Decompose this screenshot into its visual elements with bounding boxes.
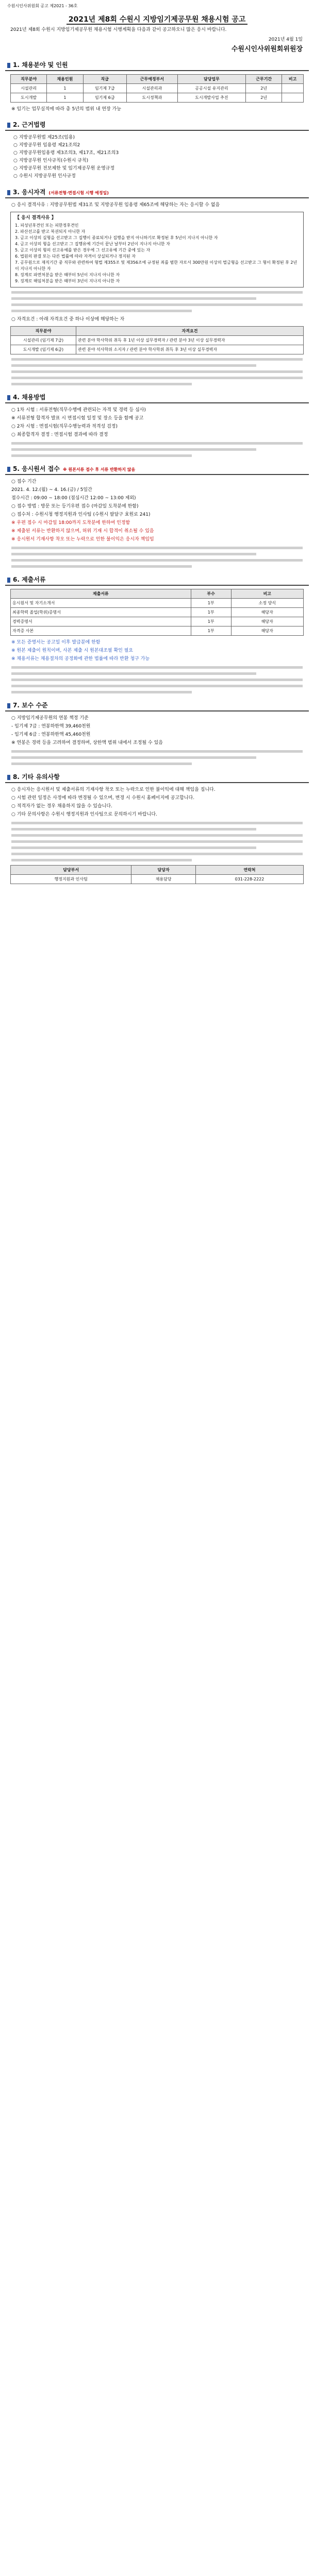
organization-name: 수원시인사위원회위원장 <box>231 45 303 53</box>
table-cell: 1부 <box>191 608 231 617</box>
table-cell: 경력증명서 <box>11 617 191 626</box>
table-header-cell: 직급 <box>83 75 126 84</box>
section-title-text: 6. 제출서류 <box>13 576 46 583</box>
table-cell: 최종학력 졸업(학위)증명서 <box>11 608 191 617</box>
list-item: 5. 금고 이상의 형의 선고유예를 받은 경우에 그 선고유예 기간 중에 있는 자 <box>15 248 151 252</box>
section-note: (서류전형·면접시험 시행 예정일) <box>48 191 109 195</box>
table-cell: 도시개발 (임기제 6급) <box>11 345 76 354</box>
table-row <box>11 617 304 626</box>
section-title-method <box>5 392 309 403</box>
table-cell: 채용담당 <box>131 875 196 884</box>
documents-table <box>10 589 304 636</box>
list-item: ○ 지방공무원임용령 제3조의3, 제17조, 제21조의3 <box>13 150 119 156</box>
disqualification-box <box>10 212 304 287</box>
law-list <box>13 134 301 180</box>
section-bar-icon <box>7 703 10 708</box>
list-item: ○ 지방공무원 전보제한 및 임기제공무원 운영규정 <box>13 166 115 171</box>
application-period-title: ○ 접수 기간 <box>11 479 37 484</box>
table-row <box>11 875 304 884</box>
salary-intro: ○ 지방임기제공무원의 연봉 책정 기준 <box>11 716 89 721</box>
box-title: 【 응시 결격사유 】 <box>15 215 56 221</box>
section-title-text: 7. 보수 수준 <box>13 702 48 709</box>
table-row <box>11 608 304 617</box>
text-block <box>11 750 303 765</box>
table-cell: 2년 <box>246 93 282 103</box>
table-cell: 공공시설 유지관리 <box>177 84 245 93</box>
method-stage2: ○ 2차 시험 : 면접시험(직무수행능력과 적격성 검정) <box>11 424 118 429</box>
method-final: ○ 최종합격자 결정 : 면접시험 결과에 따라 결정 <box>11 432 108 437</box>
section-bar-icon <box>7 190 10 195</box>
eligibility-intro: ○ 응시 결격사유 : 지방공무원법 제31조 및 지방공무원 임용령 제65조에 해당하는 자는 응시할 수 없음 <box>11 202 220 208</box>
table-header-cell: 직무분야 <box>11 75 47 84</box>
list-item: 3. 금고 이상의 실형을 선고받고 그 집행이 종료되거나 집행을 받지 아니하기로 확정된 후 5년이 지나지 아니한 자 <box>15 235 218 240</box>
intro-text: 2021년 제8회 수원시 지방임기제공무원 채용시험 시행계획을 다음과 같이 공고하오니 많은 응시 바랍니다. <box>10 27 227 32</box>
table-header-row <box>11 866 304 875</box>
list-item: 9. 징계로 해임처분을 받은 때부터 3년이 지나지 아니한 자 <box>15 279 120 283</box>
table-cell: 도시개발사업 추진 <box>177 93 245 103</box>
title-text: 2021년 제8회 수원시 지방임기제공무원 채용시험 공고 <box>67 15 248 25</box>
table-header-row <box>11 327 304 336</box>
table-cell: 1 <box>47 93 83 103</box>
other-note: ○ 적격자가 없는 경우 채용하지 않을 수 있습니다. <box>11 804 112 809</box>
text-block <box>11 442 303 457</box>
section-note: ※ 원본서류 접수 후 서류 반환하지 않음 <box>62 467 136 472</box>
table-cell: 031-228-2222 <box>195 875 303 884</box>
requirement-title: ○ 자격요건 : 아래 자격요건 중 하나 이상에 해당하는 자 <box>11 317 125 322</box>
table-cell: 임기제 6급 <box>83 93 126 103</box>
table-header-row <box>11 589 304 599</box>
section-title-documents <box>5 574 309 586</box>
section-title-text: 3. 응시자격 <box>13 189 46 196</box>
section-title-text: 2. 근거법령 <box>13 121 46 128</box>
section-title-recruitment <box>5 59 309 71</box>
table-cell: 관련 분야 석사학위 소지자 / 관련 분야 학사학위 취득 후 3년 이상 실무경력자 <box>76 345 304 354</box>
section-bar-icon <box>7 63 10 68</box>
table-header-cell: 담당업무 <box>177 75 245 84</box>
table-cell: 임기제 7급 <box>83 84 126 93</box>
table-header-cell: 부수 <box>191 589 231 599</box>
table-cell: 자격증 사본 <box>11 626 191 636</box>
table-header-cell: 연락처 <box>195 866 303 875</box>
table-cell: 시설관리과 <box>126 84 177 93</box>
notice-number: 수원시인사위원회 공고 제2021 - 36호 <box>7 4 78 8</box>
list-item: 4. 금고 이상의 형을 선고받고 그 집행유예 기간이 끝난 날부터 2년이 지나지 아니한 자 <box>15 242 170 246</box>
table-cell: 행정지원과 인사팀 <box>11 875 131 884</box>
table-cell <box>282 93 304 103</box>
table-cell: 1부 <box>191 599 231 608</box>
table-cell: 도시정책과 <box>126 93 177 103</box>
list-item: 8. 징계로 파면처분을 받은 때부터 5년이 지나지 아니한 자 <box>15 273 120 277</box>
table-cell: 도시개발 <box>11 93 47 103</box>
section-title-salary <box>5 700 309 711</box>
page-title <box>5 14 309 24</box>
text-block <box>11 547 303 568</box>
application-period: 2021. 4. 12.(월) ~ 4. 16.(금) / 5일간 <box>11 487 92 493</box>
table-cell: 1 <box>47 84 83 93</box>
table-cell: 2년 <box>246 84 282 93</box>
table-row <box>11 626 304 636</box>
list-item: 7. 공무원으로 재직기간 중 직무와 관련하여 형법 제355조 및 제356조에 규정된 죄를 범한 자로서 300만원 이상의 벌금형을 선고받고 그 형이 확정된 후 2년이 지나지 아니한 자 <box>15 260 298 271</box>
other-note: ○ 시험 관련 일정은 사정에 따라 변경될 수 있으며, 변경 시 수원시 홈페이지에 공고합니다. <box>11 795 195 801</box>
document-note: ※ 원본 제출이 원칙이며, 사본 제출 시 원본대조필 확인 필요 <box>11 648 134 653</box>
table-cell <box>282 84 304 93</box>
recruitment-table <box>10 74 304 103</box>
table-cell: 관련 분야 학사학위 취득 후 1년 이상 실무경력자 / 관련 분야 3년 이상 실무경력자 <box>76 336 304 345</box>
section-title-laws <box>5 119 309 131</box>
contact-table <box>10 865 304 884</box>
application-hours: 접수시간 : 09:00 ~ 18:00 (점심시간 12:00 ~ 13:00 제외) <box>11 496 136 501</box>
section-bar-icon <box>7 578 10 583</box>
table-header-cell: 근무기간 <box>246 75 282 84</box>
other-note: ○ 응시자는 응시원서 및 제출서류의 기재사항 착오 또는 누락으로 인한 불이익에 대해 책임을 집니다. <box>11 787 216 792</box>
method-stage1-detail: ※ 서류전형 합격자 발표 시 면접시험 일정 및 장소 등을 함께 공고 <box>11 416 144 421</box>
list-item: ○ 지방공무원 인사규칙(수원시 규칙) <box>13 158 89 163</box>
section-title-eligibility <box>5 187 309 198</box>
salary-line: - 임기제 6급 : 연봉하한액 45,460천원 <box>11 732 91 737</box>
warning-text: ※ 응시원서 기재사항 착오 또는 누락으로 인한 불이익은 응시자 책임임 <box>11 537 154 542</box>
application-method: ○ 접수 방법 : 방문 또는 등기우편 접수 (마감일 도착분에 한함) <box>11 504 139 509</box>
section-title-text: 5. 응시원서 접수 <box>13 465 60 472</box>
section-title-other <box>5 771 309 783</box>
warning-text: ※ 우편 접수 시 마감일 18:00까지 도착분에 한하여 인정함 <box>11 520 130 526</box>
warning-text: ※ 제출된 서류는 반환하지 않으며, 허위 기재 시 합격이 취소될 수 있음 <box>11 529 154 534</box>
table-row <box>11 336 304 345</box>
table-cell: 시설관리 (임기제 7급) <box>11 336 76 345</box>
table-header-row <box>11 75 304 84</box>
table-header-cell: 담당부서 <box>11 866 131 875</box>
text-block <box>11 666 303 693</box>
table-row <box>11 93 304 103</box>
table-header-cell: 비고 <box>282 75 304 84</box>
table-header-cell: 제출서류 <box>11 589 191 599</box>
list-item: ○ 지방공무원 임용령 제21조의2 <box>13 143 80 148</box>
table-header-cell: 직무분야 <box>11 327 76 336</box>
table-cell: 소정 양식 <box>231 599 303 608</box>
notice-page <box>5 0 309 884</box>
list-item: 1. 피성년후견인 또는 피한정후견인 <box>15 223 79 228</box>
notice-date: 2021년 4월 1일 <box>268 37 303 42</box>
section-title-text: 8. 기타 유의사항 <box>13 773 60 781</box>
other-note: ○ 기타 문의사항은 수원시 행정지원과 인사팀으로 문의하시기 바랍니다. <box>11 812 157 817</box>
table-cell: 해당자 <box>231 626 303 636</box>
section-title-application <box>5 463 309 475</box>
table-cell: 시설관리 <box>11 84 47 93</box>
section-title-text: 1. 채용분야 및 인원 <box>13 61 68 69</box>
table-cell: 응시원서 및 자기소개서 <box>11 599 191 608</box>
text-block <box>11 291 303 312</box>
table-cell: 해당자 <box>231 608 303 617</box>
table-header-cell: 비고 <box>231 589 303 599</box>
requirement-table <box>10 326 304 354</box>
table-header-cell: 담당자 <box>131 866 196 875</box>
recruitment-note: ※ 임기는 업무실적에 따라 총 5년의 범위 내 연장 가능 <box>11 107 121 112</box>
section-bar-icon <box>7 123 10 128</box>
text-block <box>11 822 303 861</box>
section-title-text: 4. 채용방법 <box>13 394 46 401</box>
table-cell: 1부 <box>191 617 231 626</box>
section-bar-icon <box>7 395 10 400</box>
table-cell: 해당자 <box>231 617 303 626</box>
section-bar-icon <box>7 467 10 472</box>
text-block <box>11 358 303 385</box>
table-row <box>11 84 304 93</box>
document-note: ※ 채용서류는 채용절차의 공정화에 관한 법률에 따라 반환 청구 가능 <box>11 656 150 662</box>
method-stage1: ○ 1차 시험 : 서류전형(직무수행에 관련되는 자격 및 경력 등 심사) <box>11 408 146 413</box>
table-row <box>11 599 304 608</box>
salary-note: ※ 연봉은 경력 등을 고려하여 결정하며, 상한액 범위 내에서 조정될 수 있음 <box>11 740 163 745</box>
table-header-cell: 근무예정부서 <box>126 75 177 84</box>
list-item: 2. 파산선고를 받고 복권되지 아니한 자 <box>15 229 86 234</box>
list-item: ○ 수원시 지방공무원 인사규정 <box>13 174 76 179</box>
salary-line: - 임기제 7급 : 연봉하한액 39,460천원 <box>11 724 91 729</box>
section-bar-icon <box>7 775 10 780</box>
list-item: 6. 법원의 판결 또는 다른 법률에 따라 자격이 상실되거나 정지된 자 <box>15 254 136 259</box>
table-row <box>11 345 304 354</box>
table-header-cell: 채용인원 <box>47 75 83 84</box>
application-address: ○ 접수처 : 수원시청 행정지원과 인사팀 (수원시 팔달구 효원로 241) <box>11 512 151 517</box>
list-item: ○ 지방공무원법 제25조(임용) <box>13 135 75 140</box>
document-note: ※ 모든 증명서는 공고일 이후 발급분에 한함 <box>11 640 101 645</box>
table-header-cell: 자격요건 <box>76 327 304 336</box>
table-cell: 1부 <box>191 626 231 636</box>
